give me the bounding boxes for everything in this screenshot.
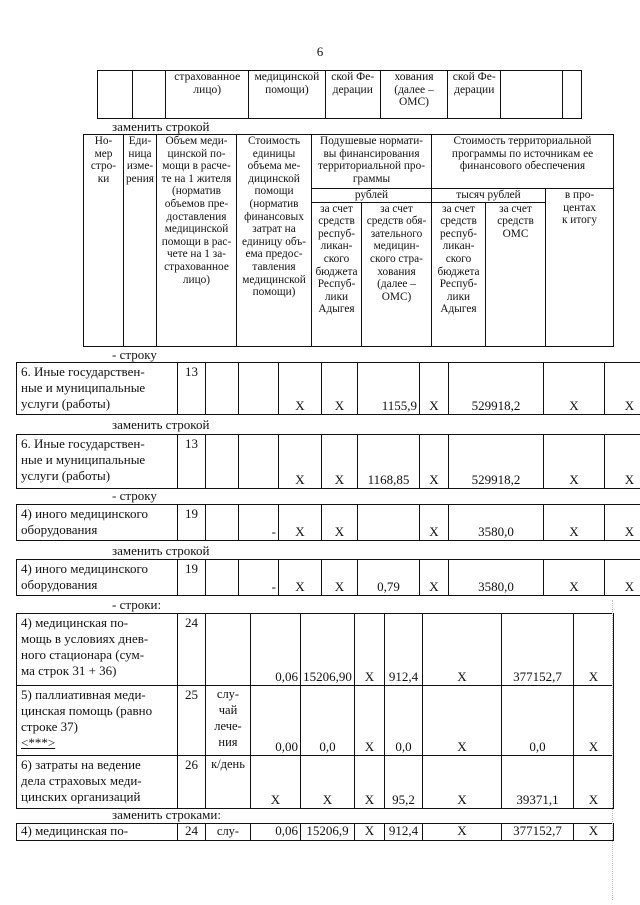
row-extra: X bbox=[605, 560, 640, 596]
row-volume: - bbox=[239, 560, 279, 596]
row-6-new-table bbox=[16, 434, 640, 489]
header-cost: Стоимость единицы объема ме- дицинской помощи (норматив финансовых затрат на единицу объ- ема предос- тавления медицинской помощи) bbox=[237, 135, 312, 347]
row-t-oms: 3580,0 bbox=[449, 505, 544, 541]
row-number: 13 bbox=[178, 363, 206, 415]
row-percent: X bbox=[574, 614, 614, 686]
row-label: 6) затраты на ведение дела страховых меди- цинских организаций bbox=[17, 756, 178, 809]
row-percent: X bbox=[544, 505, 605, 541]
row-t-oms: 529918,2 bbox=[449, 435, 544, 489]
caption-replace: заменить строкой bbox=[112, 543, 210, 558]
header-oms-funds: за счет средств обя- зательного медицин- ского стра- хования (далее – ОМС) bbox=[362, 202, 432, 346]
row-pc-rep: X bbox=[355, 686, 385, 756]
row-percent: X bbox=[574, 824, 614, 841]
header-rubles: рублей bbox=[312, 189, 432, 203]
caption-replace: заменить строкой bbox=[112, 119, 210, 134]
row-pc-oms: 0,0 bbox=[385, 686, 423, 756]
rows-24-26-table bbox=[16, 613, 614, 809]
row-number: 19 bbox=[178, 560, 206, 596]
row-extra: X bbox=[605, 505, 640, 541]
row-unit: слу- bbox=[206, 824, 251, 841]
row-t-oms: 529918,2 bbox=[449, 363, 544, 415]
row-cost: 0,0 bbox=[301, 686, 355, 756]
row-cost: X bbox=[279, 435, 322, 489]
row-percent: X bbox=[544, 363, 605, 415]
row-cost: X bbox=[279, 363, 322, 415]
row-unit bbox=[206, 505, 239, 541]
row-unit bbox=[206, 560, 239, 596]
row-6-old-table bbox=[16, 362, 640, 415]
row-extra: X bbox=[605, 363, 640, 415]
row-pc-rep: X bbox=[322, 560, 358, 596]
row-19-new-table bbox=[16, 559, 640, 596]
row-label: 4) иного медицинского оборудования bbox=[17, 505, 178, 541]
row-24-new-table bbox=[16, 823, 614, 841]
row-t-oms: 377152,7 bbox=[502, 614, 574, 686]
header-oms-2: за счет средств ОМС bbox=[486, 202, 546, 346]
row-pc-oms bbox=[358, 505, 420, 541]
row-volume: 0,00 bbox=[251, 686, 301, 756]
caption-rows: - строки: bbox=[112, 597, 162, 612]
header-rep-budget-2: за счет средств респуб- ликан- ского бюджета Респуб- лики Адыгея bbox=[432, 202, 486, 346]
row-t-rep: X bbox=[423, 614, 502, 686]
row-t-rep: X bbox=[423, 824, 502, 841]
row-unit: к/день bbox=[206, 756, 251, 809]
top-fragment-table bbox=[97, 70, 582, 119]
row-label: 6. Иные государствен- ные и муниципальные услуги (работы) bbox=[17, 435, 178, 489]
row-number: 25 bbox=[178, 686, 206, 756]
page-number: 6 bbox=[316, 44, 324, 59]
row-pc-oms: 95,2 bbox=[385, 756, 423, 809]
fragment-cell bbox=[132, 71, 166, 119]
row-t-oms: 377152,7 bbox=[502, 824, 574, 841]
header-table bbox=[83, 134, 614, 347]
header-volume: Объем меди- цинской по- мощи в расче- те на 1 жителя (норматив объемов пре- доставления медицинской помощи в рас- чете на 1 за- страхованное лицо) bbox=[157, 135, 237, 347]
fragment-cell: ской Фе- дерации bbox=[448, 71, 501, 119]
row-t-rep: X bbox=[420, 560, 449, 596]
header-thousand-rubles: тысяч рублей bbox=[432, 189, 546, 203]
header-cost-territorial: Стоимость территориальной программы по источникам ее финансового обеспечения bbox=[432, 135, 614, 189]
row-unit bbox=[206, 363, 239, 415]
row-extra: X bbox=[605, 435, 640, 489]
row-pc-oms: 912,4 bbox=[385, 824, 423, 841]
row-number: 13 bbox=[178, 435, 206, 489]
row-19-old-table bbox=[16, 504, 640, 541]
row-volume bbox=[239, 363, 279, 415]
row-cost: 15206,90 bbox=[301, 614, 355, 686]
row-cost: 15206,9 bbox=[301, 824, 355, 841]
row-label: 5) паллиативная меди- цинская помощь (равно строке 37) <***> bbox=[17, 686, 178, 756]
header-per-capita: Подушевые нормати- вы финансирования территориальной про- граммы bbox=[312, 135, 432, 189]
row-pc-rep: X bbox=[322, 505, 358, 541]
fragment-cell bbox=[562, 71, 581, 119]
fragment-cell bbox=[501, 71, 562, 119]
row-pc-rep: X bbox=[355, 824, 385, 841]
row-pc-oms: 1168,85 bbox=[358, 435, 420, 489]
fragment-cell bbox=[98, 71, 133, 119]
row-percent: X bbox=[574, 756, 614, 809]
row-label: 4) иного медицинского оборудования bbox=[17, 560, 178, 596]
row-t-oms: 39371,1 bbox=[502, 756, 574, 809]
caption-row: - строку bbox=[112, 347, 157, 362]
row-label: 4) медицинская по- мощь в условиях днев- ного стационара (сум- ма строк 31 + 36) bbox=[17, 614, 178, 686]
row-number: 24 bbox=[178, 824, 206, 841]
row-unit bbox=[206, 435, 239, 489]
caption-replace-rows: заменить строками: bbox=[112, 807, 221, 822]
row-t-oms: 3580,0 bbox=[449, 560, 544, 596]
row-cost: X bbox=[279, 560, 322, 596]
row-label: 6. Иные государствен- ные и муниципальные услуги (работы) bbox=[17, 363, 178, 415]
row-number: 24 bbox=[178, 614, 206, 686]
row-volume: - bbox=[239, 505, 279, 541]
fragment-cell: хования (далее – ОМС) bbox=[380, 71, 447, 119]
row-number: 19 bbox=[178, 505, 206, 541]
row-pc-rep: X bbox=[355, 614, 385, 686]
row-unit: слу- чай лече- ния bbox=[206, 686, 251, 756]
fragment-cell: медицинской помощи) bbox=[249, 71, 326, 119]
row-cost: X bbox=[279, 505, 322, 541]
row-t-rep: X bbox=[420, 505, 449, 541]
fragment-cell: ской Фе- дерации bbox=[325, 71, 380, 119]
row-label: 4) медицинская по- bbox=[17, 824, 178, 841]
header-percent: в про- центах к итогу bbox=[546, 189, 614, 347]
fragment-cell: страхованное лицо) bbox=[166, 71, 249, 119]
scan-artifact-line bbox=[612, 600, 614, 900]
row-volume: 0,06 bbox=[251, 824, 301, 841]
row-volume bbox=[239, 435, 279, 489]
header-number: Но- мер стро- ки bbox=[84, 135, 124, 347]
row-pc-oms: 1155,9 bbox=[358, 363, 420, 415]
header-rep-budget: за счет средств респуб- ликан- ского бюджета Респуб- лики Адыгея bbox=[312, 202, 362, 346]
row-pc-oms: 912,4 bbox=[385, 614, 423, 686]
row-t-rep: X bbox=[423, 686, 502, 756]
row-cost: X bbox=[301, 756, 355, 809]
row-pc-rep: X bbox=[355, 756, 385, 809]
row-t-oms: 0,0 bbox=[502, 686, 574, 756]
row-unit bbox=[206, 614, 251, 686]
row-volume: X bbox=[251, 756, 301, 809]
row-volume: 0,06 bbox=[251, 614, 301, 686]
row-t-rep: X bbox=[423, 756, 502, 809]
row-number: 26 bbox=[178, 756, 206, 809]
row-pc-rep: X bbox=[322, 363, 358, 415]
row-percent: X bbox=[544, 560, 605, 596]
footnote-link[interactable]: <***> bbox=[21, 735, 56, 750]
caption-row: - строку bbox=[112, 488, 157, 503]
row-pc-oms: 0,79 bbox=[358, 560, 420, 596]
row-t-rep: X bbox=[420, 363, 449, 415]
row-percent: X bbox=[574, 686, 614, 756]
caption-replace: заменить строкой bbox=[112, 417, 210, 432]
header-unit: Еди- ница изме- рения bbox=[124, 135, 157, 347]
row-pc-rep: X bbox=[322, 435, 358, 489]
row-percent: X bbox=[544, 435, 605, 489]
row-t-rep: X bbox=[420, 435, 449, 489]
